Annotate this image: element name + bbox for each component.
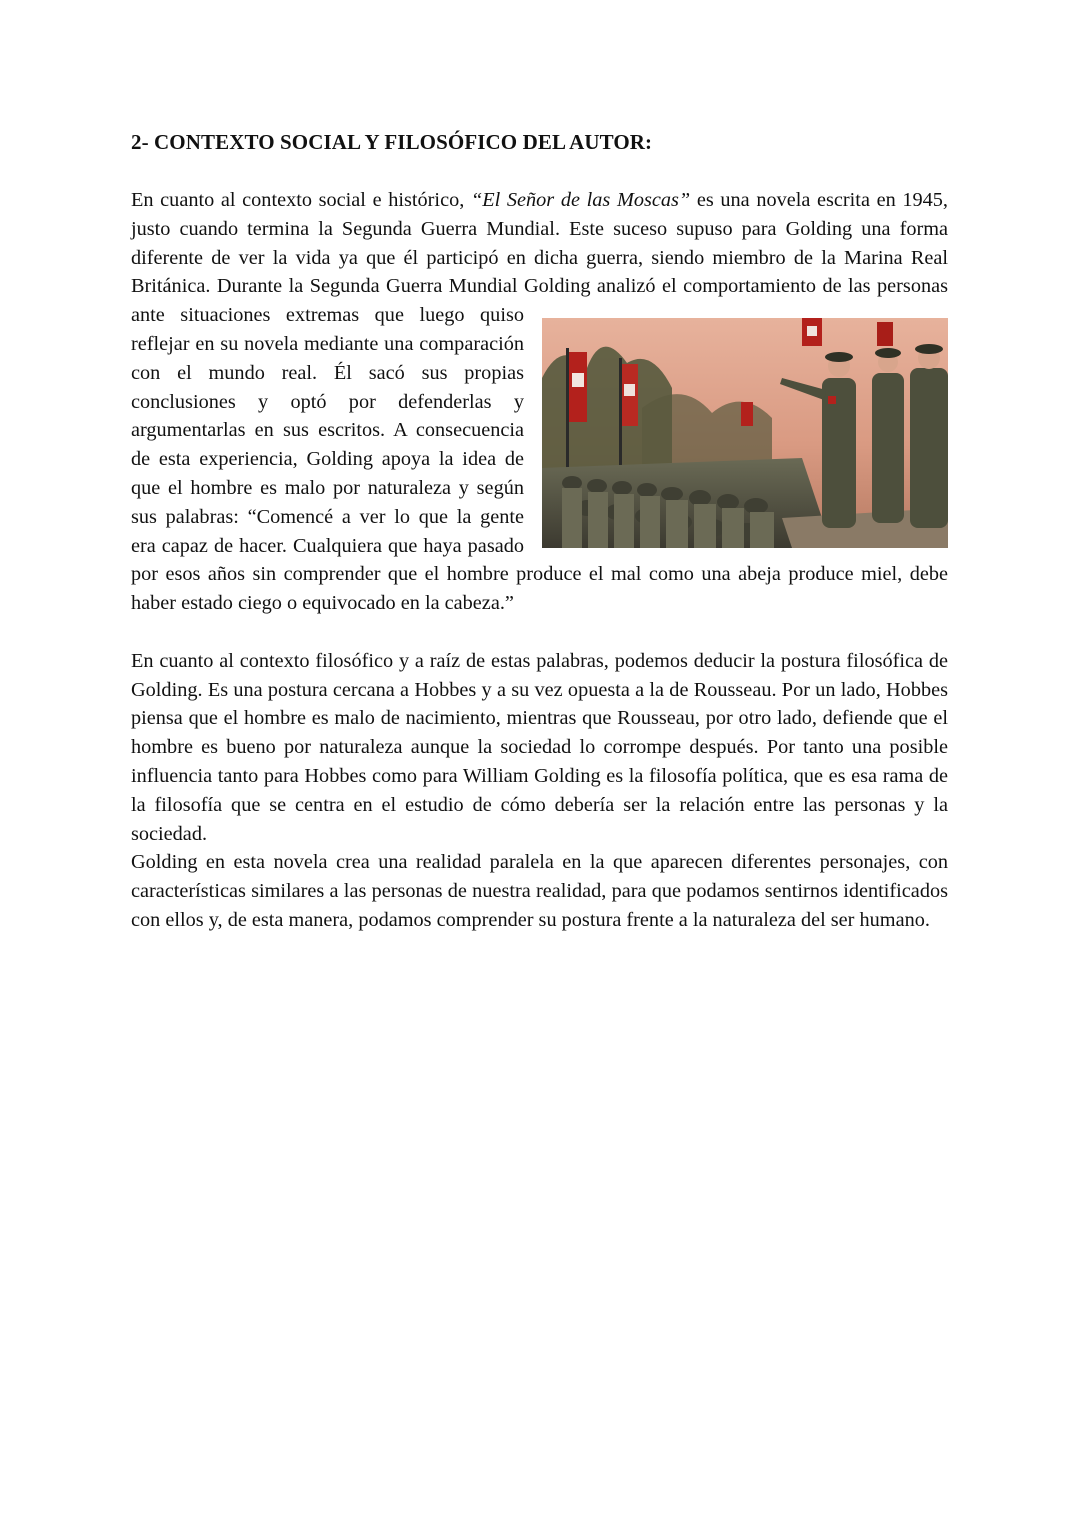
paragraph-philosophical-context: En cuanto al contexto filosófico y a raíz de estas palabras, podemos deducir la postura filosófica de Golding. Es una postura cercana a Hobbes y a su vez opuesta a la de Rousseau. Por un lado, Hobbes piensa que el hombre es malo de nacimiento, mientras que Rousseau, por otro lado, defiende que el hombre es bueno por naturaleza aunque la sociedad lo corrompe después. Por tanto una posible influencia tanto para Hobbes como para William Golding es la filosofía política, que es esa rama de la filosofía que se centra en el estudio de cómo debería ser la relación entre las personas y la sociedad. xyxy=(131,649,948,845)
paragraph-1-continuation-start: es una novela escrita en 1945, justo cuando termina la Segunda Guerra Mundial. Este suceso supuso para Golding una forma diferente de ver la vida ya que él participó en dicha guerra, siendo miembro de la Marina Real Británica. Durante la Segunda Guerra Mundial Golding analizó el xyxy=(131,189,949,298)
military-parade-photo-icon xyxy=(542,318,948,548)
historical-photo xyxy=(542,318,948,548)
paragraph-spacer xyxy=(131,618,948,647)
paragraph-1-intro: En cuanto al contexto social e histórico, xyxy=(131,189,471,211)
document-body xyxy=(131,186,948,935)
section-heading: 2- CONTEXTO SOCIAL Y FILOSÓFICO DEL AUTOR: xyxy=(131,130,653,154)
paragraph-1-continuation: comportamiento de las personas ante situaciones extremas que luego quiso reflejar en su novela mediante una comparación con el mundo real. Él sacó sus propias conclusiones y optó por defenderlas y argumentarlas en sus escritos. A consecuencia de esta experiencia, Golding apoya la idea de que el hombre es malo por naturaleza y según sus palabras: “Comencé a ver lo que la gente era capaz de hacer. Cualquiera que haya pasado por esos años sin comprender que el hombre produce el mal como una abeja produce miel, debe haber estado ciego o equivocado en la cabeza.” xyxy=(131,275,948,615)
paragraph-parallel-reality: Golding en esta novela crea una realidad paralela en la que aparecen diferentes personajes, con características similares a las personas de nuestra realidad, para que podamos sentirnos identificados con ellos y, de esta manera, podamos comprender su postura frente a la naturaleza del ser humano. xyxy=(131,851,948,931)
book-title: “El Señor de las Moscas” xyxy=(470,189,691,211)
paragraph-social-context xyxy=(131,186,948,618)
